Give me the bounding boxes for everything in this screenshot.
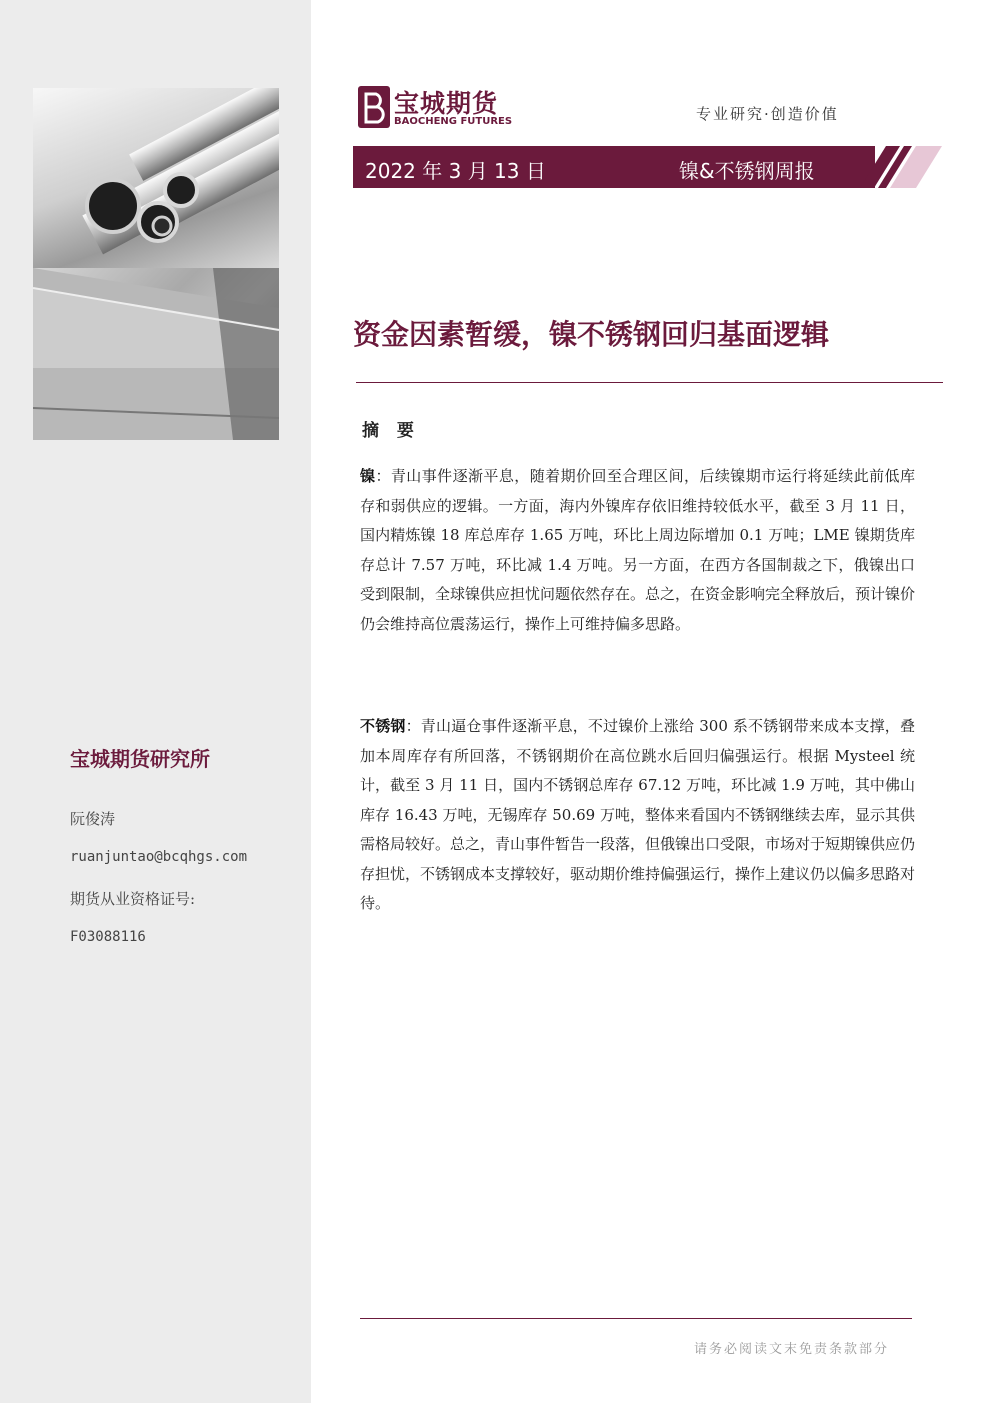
report-type: 镍&不锈钢周报: [679, 159, 815, 183]
stainless-steel-lead: 不锈钢: [360, 717, 406, 735]
disclaimer-note: 请务必阅读文末免责条款部分: [694, 1342, 890, 1357]
stainless-steel-text: ：青山逼仓事件逐渐平息，不过镍价上涨给 300 系不锈钢带来成本支撑，叠加本周库存有所回落，不锈钢期价在高位跳水后回归偏强运行。根据 Mysteel 统计，截至 3 月 11 日，国内不锈钢总库存 67.12 万吨，环比减 1.9 万吨，其中佛山库存 16.43 万吨，无锡库存 50.69 万吨，整体来看国内不锈钢继续去库，显示其供需格局较好。总之，青山事件暂告一段落，但俄镍出口受限，市场对于短期镍供应仍存担忧，不锈钢成本支撑较好，驱动期价维持偏强运行，操作上建议仍以偏多思路对待。: [360, 717, 916, 912]
abstract-heading: 摘 要: [362, 421, 420, 441]
decorative-stripes-icon: [860, 146, 942, 188]
company-slogan: 专业研究·创造价值: [696, 105, 839, 123]
nickel-text: ：青山事件逐渐平息，随着期价回至合理区间，后续镍期市运行将延续此前低库存和弱供应的逻辑。一方面，海内外镍库存依旧维持较低水平，截至 3 月 11 日，国内精炼镍 18 库总库存 1.65 万吨，环比上周边际增加 0.1 万吨；LME 镍期货库存总计 7.57 万吨，环比减 1.4 万吨。另一方面，在西方各国制裁之下，俄镍出口受到限制，全球镍供应担忧问题依然存在。总之，在资金影响完全释放后，预计镍价仍会维持高位震荡运行，操作上可维持偏多思路。: [360, 467, 916, 633]
nickel-lead: 镍: [360, 467, 376, 485]
report-date: 2022 年 3 月 13 日: [365, 159, 546, 183]
article-title: 资金因素暂缓，镍不锈钢回归基面逻辑: [353, 318, 830, 351]
stainless-steel-paragraph: [360, 712, 915, 919]
research-institute-name: 宝城期货研究所: [70, 747, 210, 771]
certificate-number: F03088116: [70, 929, 146, 945]
logo-english-text: BAOCHENG FUTURES: [394, 116, 513, 127]
company-logo: [356, 84, 526, 132]
logo-mark-icon: [356, 84, 392, 130]
footer-divider: [360, 1318, 912, 1319]
steel-sheets-image: [33, 268, 279, 440]
steel-pipes-image: [33, 88, 279, 268]
title-divider: [356, 382, 943, 383]
author-name: 阮俊涛: [70, 810, 116, 828]
nickel-paragraph: [360, 462, 915, 639]
logo-chinese-text: 宝城期货: [394, 89, 499, 118]
sidebar: [0, 0, 311, 1403]
certificate-label: 期货从业资格证号:: [70, 890, 196, 908]
report-date-bar: [353, 146, 875, 188]
author-email[interactable]: ruanjuntao@bcqhgs.com: [70, 849, 248, 865]
